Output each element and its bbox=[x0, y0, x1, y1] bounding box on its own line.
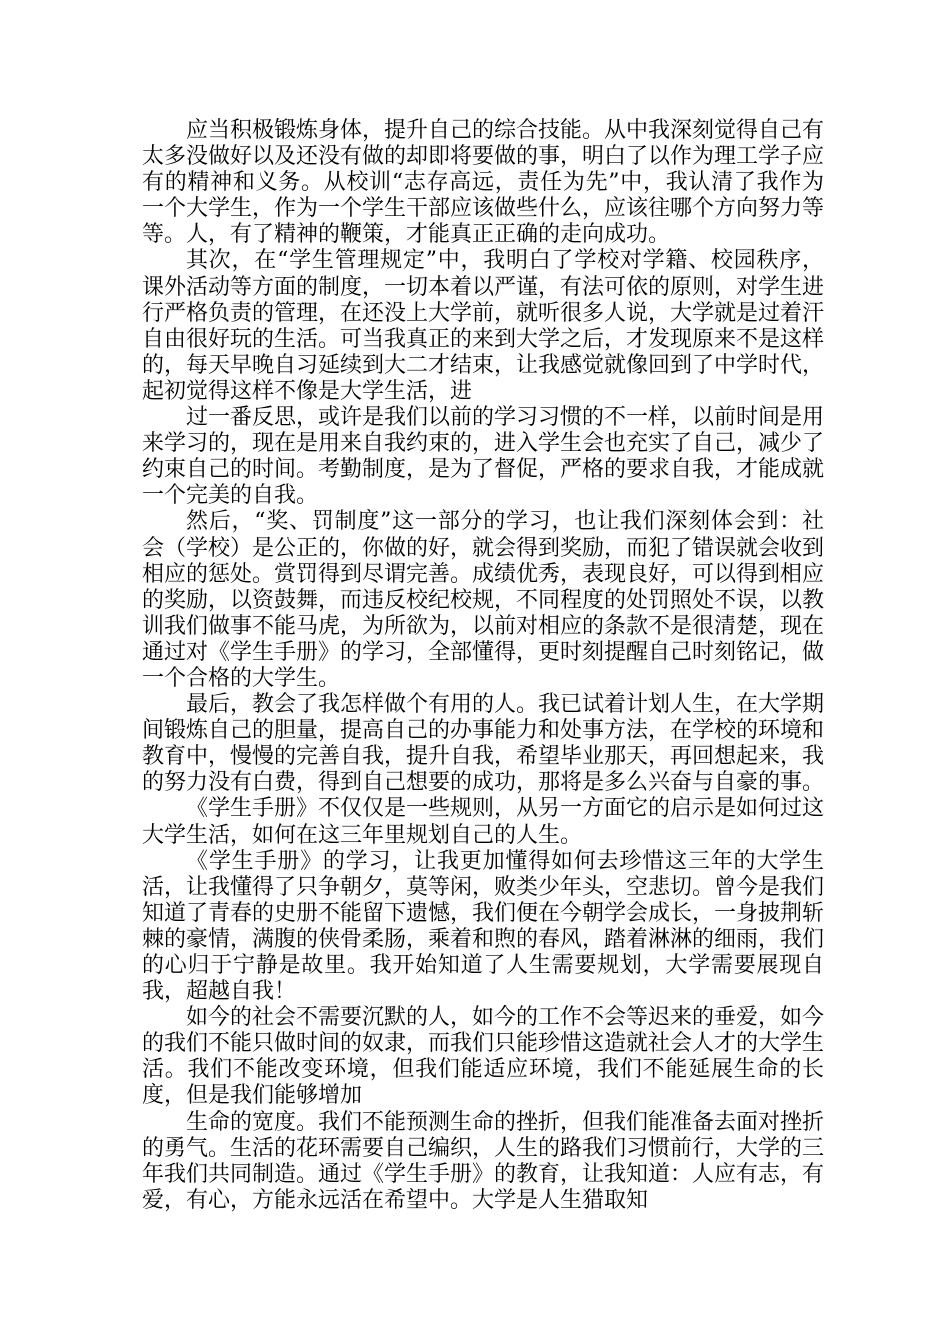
paragraph-4: 然后，“奖、罚制度”这一部分的学习，也让我们深刻体会到：社会（学校）是公正的，你做的好，就会得到奖励，而犯了错误就会收到相应的惩处。赏罚得到尽谓完善。成绩优秀，表现良好，可以得到相应的奖励，以资鼓舞，而违反校纪校规，不同程度的处罚照处不误，以教训我们做事不能马虎，为所欲为，以前对相应的条款不是很清楚，现在通过对《学生手册》的学习，全部懂得，更时刻提醒自己时刻铭记，做一个合格的大学生。 bbox=[142, 509, 825, 691]
paragraph-2: 其次，在“学生管理规定”中，我明白了学校对学籍、校园秩序，课外活动等方面的制度，一切本着以严谨，有法可依的原则，对学生进行严格负责的管理，在还没上大学前，就听很多人说，大学就是过着汗自由很好玩的生活。可当我真正的来到大学之后，才发现原来不是这样的，每天早晚自习延续到大二才结束，让我感觉就像回到了中学时代，起初觉得这样不像是大学生活，进 bbox=[142, 248, 825, 404]
document-body bbox=[142, 118, 824, 1214]
paragraph-8: 如今的社会不需要沉默的人，如今的工作不会等迟来的垂爱，如今的我们不能只做时间的奴隶，而我们只能珍惜这造就社会人才的大学生活。我们不能改变环境，但我们能适应环境，我们不能延展生命的长度，但是我们能够增加 bbox=[142, 1005, 825, 1109]
paragraph-5: 最后，教会了我怎样做个有用的人。我已试着计划人生，在大学期间锻炼自己的胆量，提高自己的办事能力和处事方法，在学校的环境和教育中，慢慢的完善自我，提升自我，希望毕业那天，再回想起来，我的努力没有白费，得到自己想要的成功，那将是多么兴奋与自豪的事。 bbox=[142, 692, 825, 796]
paragraph-1: 应当积极锻炼身体，提升自己的综合技能。从中我深刻觉得自己有太多没做好以及还没有做的却即将要做的事，明白了以作为理工学子应有的精神和义务。从校训“志存高远，责任为先”中，我认清了我作为一个大学生，作为一个学生干部应该做些什么，应该往哪个方向努力等等。人，有了精神的鞭策，才能真正正确的走向成功。 bbox=[142, 118, 825, 248]
paragraph-3: 过一番反思，或许是我们以前的学习习惯的不一样，以前时间是用来学习的，现在是用来自我约束的，进入学生会也充实了自己，减少了约束自己的时间。考勤制度，是为了督促，严格的要求自我，才能成就一个完美的自我。 bbox=[142, 405, 825, 509]
paragraph-7: 《学生手册》的学习，让我更加懂得如何去珍惜这三年的大学生活，让我懂得了只争朝夕，莫等闲，败类少年头，空悲切。曾今是我们知道了青春的史册不能留下遗憾，我们便在今朝学会成长，一身披荆斩棘的豪情，满腹的侠骨柔肠，乘着和煦的春风，踏着淋淋的细雨，我们的心归于宁静是故里。我开始知道了人生需要规划，大学需要展现自我，超越自我！ bbox=[142, 848, 825, 1005]
paragraph-6: 《学生手册》不仅仅是一些规则，从另一方面它的启示是如何过这大学生活，如何在这三年里规划自己的人生。 bbox=[142, 796, 825, 848]
paragraph-9: 生命的宽度。我们不能预测生命的挫折，但我们能准备去面对挫折的勇气。生活的花环需要自己编织，人生的路我们习惯前行，大学的三年我们共同制造。通过《学生手册》的教育，让我知道：人应有志，有爱，有心，方能永远活在希望中。大学是人生猎取知 bbox=[142, 1109, 825, 1213]
